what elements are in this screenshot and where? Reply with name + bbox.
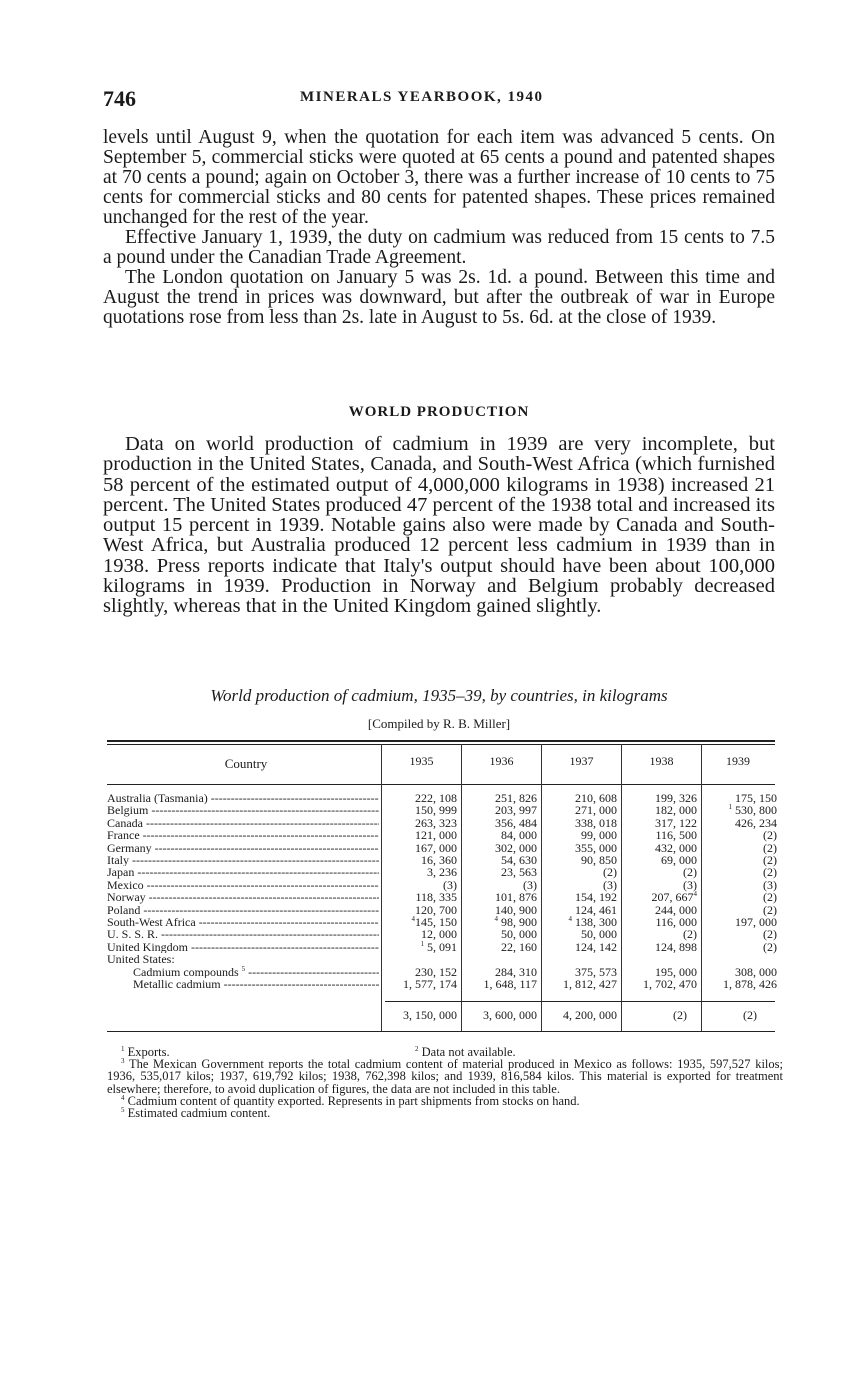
column-header-1935: 1935 [409, 754, 434, 768]
row-country: U. S. S. R. ----- [107, 928, 379, 940]
cell-1939: (2) [763, 853, 777, 867]
total-1935: 3, 150, 000 [403, 1008, 457, 1022]
cell-1935: 16, 360 [421, 853, 457, 867]
footnote-text: The Mexican Government reports the total cadmium content of material produced in Mexico as follows: 1935, 597,527 kilos; 1936, 535,017 kilos; 1937, 619,792 kilos; 1938, 762,398 kilos; and 1939, 816,584 kilos. This material is exported for treatment elsewhere; therefore, to avoid duplication of figures, the data are not included in this table. [107, 1057, 783, 1096]
row-country: France ----- [107, 829, 379, 841]
table-row [107, 866, 775, 878]
footnote-ref: 1 [728, 803, 732, 812]
cell-1938: (2) [683, 927, 697, 942]
footnote-ref: 1 [420, 939, 424, 948]
table-title: World production of cadmium, 1935–39, by countries, in kilograms [210, 686, 668, 705]
cell-1937: 271, 000 [575, 803, 617, 818]
cell-1938: 116, 500 [655, 828, 697, 843]
cell-1939: (2) [763, 902, 777, 917]
cell-1939: 175, 150 [735, 791, 777, 805]
row-country: United Kingdom ----- [107, 941, 379, 953]
world-production-paragraph: Data on world production of cadmium in 1939 are very incomplete, but production in the United States, Canada, and South-West Africa (which furnished 58 percent of the estimated output of 4,000,000 kilograms in 1938) increased 21 percent. The United States produced 47 percent of the 1938 total and increased its output 15 percent in 1939. Notable gains also were made by Canada and South-West Africa, but Australia produced 12 percent less cadmium in 1939 than in 1938. Press reports indicate that Italy's output should have been about 100,000 kilograms in 1939. Production in Norway and Belgium probably decreased slightly, whereas that in the United Kingdom gained slightly. [103, 433, 775, 618]
cell-1937: 338, 018 [575, 815, 617, 830]
cell-1937: 99, 000 [581, 828, 617, 843]
cell-1937: 1, 812, 427 [563, 977, 617, 991]
footnote-mark: 1 [121, 1044, 125, 1053]
cell-1939: (3) [763, 877, 777, 892]
cell-1935: 230, 152 [415, 964, 457, 979]
cell-value: 138, 300 [575, 915, 617, 929]
cell-1937: 124, 461 [575, 902, 617, 917]
cell-1937: 50, 000 [581, 927, 617, 942]
table-header-rule [107, 784, 775, 785]
total-1936: 3, 600, 000 [483, 1008, 537, 1022]
row-country: Japan ----- [107, 866, 379, 878]
footnote-text: Cadmium content of quantity exported. Represents in part shipments from stocks on hand. [127, 1093, 580, 1108]
cell-1935: 121, 000 [415, 828, 457, 843]
footnote-3 [107, 1058, 783, 1095]
intro-text [103, 128, 775, 328]
cell-1937: 154, 192 [575, 890, 617, 905]
cell-1938: 199, 326 [655, 791, 697, 805]
cell-1935: 263, 323 [415, 815, 457, 830]
cell-1936: 1, 648, 117 [483, 977, 537, 991]
cell-1935: 222, 108 [415, 791, 457, 805]
cell-1938: 116, 000 [655, 915, 697, 929]
footnote-5 [107, 1107, 783, 1119]
intro-paragraph-2: Effective January 1, 1939, the duty on cadmium was reduced from 15 cents to 7.5 a pound under the Canadian Trade Agreement. [103, 227, 775, 268]
row-country: Canada ----- [107, 817, 379, 829]
cell-1938: 432, 000 [655, 840, 697, 855]
cell-1936: 203, 997 [495, 803, 537, 818]
cell-1939: 197, 000 [735, 915, 777, 929]
footnote-text: Exports. [127, 1045, 170, 1059]
cell-1938: 69, 000 [661, 853, 697, 867]
running-title: MINERALS YEARBOOK, 1940 [300, 89, 544, 105]
table-top-rule [107, 740, 775, 742]
footnote-1 [121, 1046, 170, 1058]
table-source: [Compiled by R. B. Miller] [367, 716, 511, 731]
cell-1936: 54, 630 [501, 853, 537, 867]
cell-1938: 182, 000 [655, 803, 697, 818]
cell-value: 207, 667 [651, 890, 694, 905]
footnote-mark: 5 [121, 1105, 125, 1114]
cell-1938: 244, 000 [655, 902, 697, 917]
cell-1935: 167, 000 [415, 840, 457, 855]
column-header-1938: 1938 [649, 754, 674, 768]
footnote-ref: 4 [494, 915, 498, 923]
cell-1938: 317, 122 [655, 815, 697, 830]
table-bottom-rule [107, 1031, 775, 1032]
cell-1935: 120, 700 [415, 902, 457, 917]
table-row [107, 804, 775, 816]
row-country: Germany ----- [107, 842, 379, 854]
table-row-group [107, 953, 775, 965]
world-production-text [103, 434, 775, 617]
cell-1939: 1, 878, 426 [723, 977, 777, 991]
table-row [107, 941, 775, 953]
cell-1935: 12, 000 [421, 927, 457, 942]
cell-1936: 84, 000 [501, 828, 537, 843]
cell-1935: 118, 335 [415, 890, 457, 905]
intro-paragraph-3: The London quotation on January 5 was 2s. 1d. a pound. Between this time and August the trend in prices was downward, but after the outbreak of war in Europe quotations rose from less than 2s. late in August to 5s. 6d. at the close of 1939. [103, 267, 775, 328]
column-header-1939: 1939 [726, 754, 750, 768]
total-1938: (2) [673, 1008, 687, 1022]
footnote-mark: 2 [415, 1044, 419, 1053]
cell-1939: (2) [763, 865, 777, 880]
row-country: Metallic cadmium ----- [107, 978, 379, 990]
cell-1938: (3) [683, 877, 697, 892]
column-header-1937: 1937 [569, 754, 594, 768]
footnote-text: Estimated cadmium content. [127, 1106, 271, 1120]
footnote-text: Data not available. [421, 1045, 516, 1059]
table-top-rule-thin [107, 744, 775, 745]
cell-1935: 3, 236 [427, 865, 457, 880]
row-country: Poland ----- [107, 904, 379, 916]
table-row [107, 978, 775, 990]
row-group-label: United States: [107, 953, 175, 966]
footnote-row [107, 1046, 783, 1058]
footnote-ref: 4 [693, 890, 697, 899]
footnote-ref: 4 [411, 915, 415, 923]
section-heading: WORLD PRODUCTION [348, 404, 530, 420]
row-label: Cadmium compounds [133, 965, 239, 978]
page-number: 746 [103, 86, 136, 111]
column-header-1936: 1936 [489, 754, 514, 768]
cell-1937: (2) [603, 865, 617, 880]
cell-value: 530, 800 [735, 803, 777, 818]
cell-1939: (2) [763, 939, 777, 954]
row-country: South-West Africa ----- [107, 916, 379, 928]
footnote-mark: 4 [121, 1093, 125, 1102]
cell-1939: 426, 234 [735, 815, 777, 830]
table-row-total [107, 1009, 775, 1021]
table-row [107, 891, 775, 903]
cell-1936: 50, 000 [501, 927, 537, 942]
cell-1936: 251, 826 [495, 791, 537, 805]
cell-1936: (3) [523, 877, 537, 892]
cell-1936: 140, 900 [495, 902, 537, 917]
table-total-rule [385, 1001, 775, 1002]
footnote-mark: 3 [121, 1057, 125, 1066]
cell-1936: 302, 000 [495, 840, 537, 855]
intro-paragraph-1: levels until August 9, when the quotation for each item was advanced 5 cents. On September 5, commercial sticks were quoted at 65 cents a pound and patented shapes at 70 cents a pound; again on October 3, there was a further increase of 10 cents to 75 cents for commercial sticks and 80 cents for patented shapes. These prices remained unchanged for the rest of the year. [103, 127, 775, 228]
page-header [103, 86, 775, 116]
cell-1935: 1, 577, 174 [403, 977, 457, 991]
cell-1936: 101, 876 [495, 890, 537, 905]
column-header-country: Country [224, 756, 268, 771]
row-country: Norway ----- [107, 891, 379, 903]
table-row [107, 829, 775, 841]
row-country: Italy ----- [107, 854, 379, 866]
cell-value: 5, 091 [427, 939, 457, 954]
cell-1936: 284, 310 [495, 964, 537, 979]
cell-1938: 1, 702, 470 [643, 977, 697, 991]
total-1939: (2) [743, 1008, 757, 1022]
footnotes [107, 1046, 783, 1119]
cell-1938: (2) [683, 865, 697, 880]
footnote-2 [415, 1046, 516, 1058]
cell-1939: 308, 000 [735, 964, 777, 979]
cell-1937: 355, 000 [575, 840, 617, 855]
cell-1939: (2) [763, 828, 777, 843]
cell-1936: 22, 160 [501, 939, 537, 954]
total-1937: 4, 200, 000 [563, 1008, 617, 1022]
cell-1938: 195, 000 [655, 964, 697, 979]
cell-1937: 210, 608 [575, 791, 617, 805]
cell-1937: 90, 850 [581, 853, 617, 867]
cell-1936: 23, 563 [501, 865, 537, 880]
row-country: Belgium ----- [107, 804, 379, 816]
row-country [107, 966, 379, 978]
cell-1938: 124, 898 [655, 939, 697, 954]
cell-1939: (2) [763, 840, 777, 855]
cell-value: 98, 900 [501, 915, 537, 929]
cell-1937: 124, 142 [575, 939, 617, 954]
cell-1936: 356, 484 [495, 815, 537, 830]
cell-1937: 375, 573 [575, 964, 617, 979]
cell-1937: (3) [603, 877, 617, 892]
cell-value: 145, 150 [415, 915, 457, 929]
row-country: Mexico ----- [107, 879, 379, 891]
footnote-ref: 5 [241, 965, 246, 973]
cell-1939: (2) [763, 927, 777, 942]
footnote-ref: 4 [568, 915, 572, 923]
cell-1935: 150, 999 [415, 803, 457, 818]
cell-1938 [625, 891, 697, 903]
cell-1939: (2) [763, 890, 777, 905]
cell-1935: (3) [443, 877, 457, 892]
cell-1935 [385, 941, 457, 953]
cell-1939 [705, 804, 777, 816]
row-country: Australia (Tasmania) ----- [107, 792, 379, 804]
